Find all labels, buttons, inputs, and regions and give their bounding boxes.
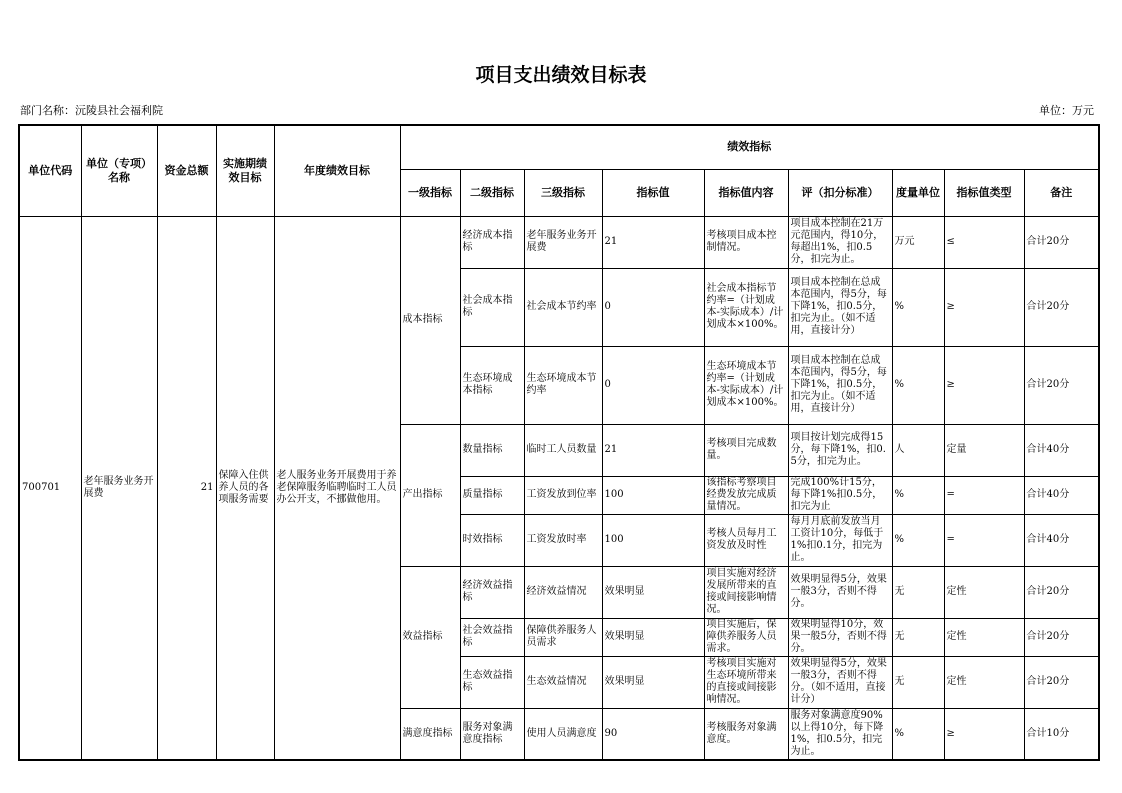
- value-cell: 0: [602, 268, 704, 346]
- annual-goal-cell: 老人服务业务开展费用于养老保障服务临聘临时工人员办公开支，不挪做他用。: [274, 216, 400, 760]
- header-measure-unit: 度量单位: [892, 169, 944, 216]
- remark-cell: 合计40分: [1024, 514, 1099, 566]
- measure-unit-cell: %: [892, 708, 944, 760]
- remark-cell: 合计10分: [1024, 708, 1099, 760]
- content-cell: 考核人员每月工资发放及时性: [704, 514, 788, 566]
- header-value: 指标值: [602, 169, 704, 216]
- department-name: 部门名称：沅陵县社会福利院: [20, 104, 163, 117]
- level3-cell: 社会成本节约率: [524, 268, 602, 346]
- level2-cell: 社会成本指标: [460, 268, 524, 346]
- header-indicators: 绩效指标: [400, 125, 1099, 169]
- value-cell: 0: [602, 346, 704, 424]
- measure-unit-cell: %: [892, 514, 944, 566]
- header-remark: 备注: [1024, 169, 1099, 216]
- measure-unit-cell: %: [892, 476, 944, 514]
- scoring-cell: 完成100%计15分，每下降1%扣0.5分，扣完为止: [788, 476, 892, 514]
- scoring-cell: 每月月底前发放当月工资计10分，每低于1%扣0.1分，扣完为止。: [788, 514, 892, 566]
- level2-cell: 经济成本指标: [460, 216, 524, 268]
- remark-cell: 合计40分: [1024, 476, 1099, 514]
- level3-cell: 使用人员满意度: [524, 708, 602, 760]
- scoring-cell: 效果明显得5分，效果一般3分，否则不得分。: [788, 566, 892, 618]
- value-cell: 21: [602, 216, 704, 268]
- level1-cell: 成本指标: [400, 216, 460, 424]
- scoring-cell: 效果明显得10分，效果一般5分，否则不得分。: [788, 618, 892, 656]
- content-cell: 项目实施对经济发展所带来的直接或间接影响情况。: [704, 566, 788, 618]
- value-type-cell: ≤: [944, 216, 1024, 268]
- page-title: 项目支出绩效目标表: [475, 64, 647, 86]
- value-cell: 效果明显: [602, 618, 704, 656]
- value-type-cell: 定性: [944, 656, 1024, 708]
- remark-cell: 合计40分: [1024, 424, 1099, 476]
- measure-unit-cell: 无: [892, 656, 944, 708]
- level2-cell: 数量指标: [460, 424, 524, 476]
- period-goal-cell: 保障入住供养人员的各项服务需要: [216, 216, 274, 760]
- performance-target-table: [18, 124, 1100, 761]
- header-level3: 三级指标: [524, 169, 602, 216]
- total-funds-cell: 21: [157, 216, 216, 760]
- content-cell: 生态环境成本节约率=（计划成本-实际成本）/计划成本×100%。: [704, 346, 788, 424]
- measure-unit-cell: %: [892, 346, 944, 424]
- level3-cell: 保障供养服务人员需求: [524, 618, 602, 656]
- level3-cell: 老年服务业务开展费: [524, 216, 602, 268]
- table-row: [19, 216, 1099, 268]
- header-unit-code: 单位代码: [19, 125, 81, 216]
- scoring-cell: 服务对象满意度90%以上得10分，每下降1%，扣0.5分，扣完为止。: [788, 708, 892, 760]
- measure-unit-cell: 无: [892, 566, 944, 618]
- remark-cell: 合计20分: [1024, 216, 1099, 268]
- header-level2: 二级指标: [460, 169, 524, 216]
- level2-cell: 生态效益指标: [460, 656, 524, 708]
- remark-cell: 合计20分: [1024, 566, 1099, 618]
- measure-unit-cell: 人: [892, 424, 944, 476]
- value-cell: 效果明显: [602, 656, 704, 708]
- header-unit-name: 单位（专项）名称: [81, 125, 157, 216]
- measure-unit-cell: 无: [892, 618, 944, 656]
- value-cell: 100: [602, 514, 704, 566]
- value-cell: 效果明显: [602, 566, 704, 618]
- value-type-cell: ≥: [944, 346, 1024, 424]
- value-cell: 21: [602, 424, 704, 476]
- level1-cell: 满意度指标: [400, 708, 460, 760]
- content-cell: 考核项目完成数量。: [704, 424, 788, 476]
- scoring-cell: 项目成本控制在21万元范围内，得10分，每超出1%，扣0.5分，扣完为止。: [788, 216, 892, 268]
- header-total-funds: 资金总额: [157, 125, 216, 216]
- measure-unit-cell: 万元: [892, 216, 944, 268]
- level3-cell: 生态效益情况: [524, 656, 602, 708]
- value-type-cell: ≥: [944, 708, 1024, 760]
- unit-name-cell: 老年服务业务开展费: [81, 216, 157, 760]
- header-value-type: 指标值类型: [944, 169, 1024, 216]
- remark-cell: 合计20分: [1024, 618, 1099, 656]
- level1-cell: 产出指标: [400, 424, 460, 566]
- content-cell: 社会成本指标节约率=（计划成本-实际成本）/计划成本×100%。: [704, 268, 788, 346]
- level2-cell: 社会效益指标: [460, 618, 524, 656]
- remark-cell: 合计20分: [1024, 346, 1099, 424]
- currency-unit: 单位：万元: [1039, 104, 1094, 117]
- remark-cell: 合计20分: [1024, 656, 1099, 708]
- value-type-cell: 定性: [944, 566, 1024, 618]
- level2-cell: 生态环境成本指标: [460, 346, 524, 424]
- header-scoring: 评（扣分标准）: [788, 169, 892, 216]
- scoring-cell: 项目成本控制在总成本范围内，得5分，每下降1%，扣0.5分，扣完为止。（如不适用，直接计分）: [788, 268, 892, 346]
- header-content: 指标值内容: [704, 169, 788, 216]
- scoring-cell: 项目成本控制在总成本范围内，得5分，每下降1%，扣0.5分，扣完为止。（如不适用，直接计分）: [788, 346, 892, 424]
- level3-cell: 工资发放时率: [524, 514, 602, 566]
- value-type-cell: 定量: [944, 424, 1024, 476]
- header-annual-goal: 年度绩效目标: [274, 125, 400, 216]
- header-period-goal: 实施期绩效目标: [216, 125, 274, 216]
- level3-cell: 经济效益情况: [524, 566, 602, 618]
- level3-cell: 工资发放到位率: [524, 476, 602, 514]
- value-cell: 90: [602, 708, 704, 760]
- level2-cell: 经济效益指标: [460, 566, 524, 618]
- level2-cell: 服务对象满意度指标: [460, 708, 524, 760]
- level2-cell: 时效指标: [460, 514, 524, 566]
- value-type-cell: =: [944, 514, 1024, 566]
- content-cell: 考核项目实施对生态环境所带来的直接或间接影响情况。: [704, 656, 788, 708]
- content-cell: 项目实施后，保障供养服务人员需求。: [704, 618, 788, 656]
- measure-unit-cell: %: [892, 268, 944, 346]
- value-type-cell: 定性: [944, 618, 1024, 656]
- value-cell: 100: [602, 476, 704, 514]
- level2-cell: 质量指标: [460, 476, 524, 514]
- content-cell: 考核项目成本控制情况。: [704, 216, 788, 268]
- header-level1: 一级指标: [400, 169, 460, 216]
- value-type-cell: ≥: [944, 268, 1024, 346]
- scoring-cell: 效果明显得5分，效果一般3分，否则不得分。（如不适用，直接计分）: [788, 656, 892, 708]
- content-cell: 考核服务对象满意度。: [704, 708, 788, 760]
- value-type-cell: =: [944, 476, 1024, 514]
- level3-cell: 生态环境成本节约率: [524, 346, 602, 424]
- unit-code-cell: 700701: [19, 216, 81, 760]
- level3-cell: 临时工人员数量: [524, 424, 602, 476]
- remark-cell: 合计20分: [1024, 268, 1099, 346]
- level1-cell: 效益指标: [400, 566, 460, 708]
- scoring-cell: 项目按计划完成得15分，每下降1%，扣0.5分，扣完为止。: [788, 424, 892, 476]
- content-cell: 该指标考察项目经费发放完成质量情况。: [704, 476, 788, 514]
